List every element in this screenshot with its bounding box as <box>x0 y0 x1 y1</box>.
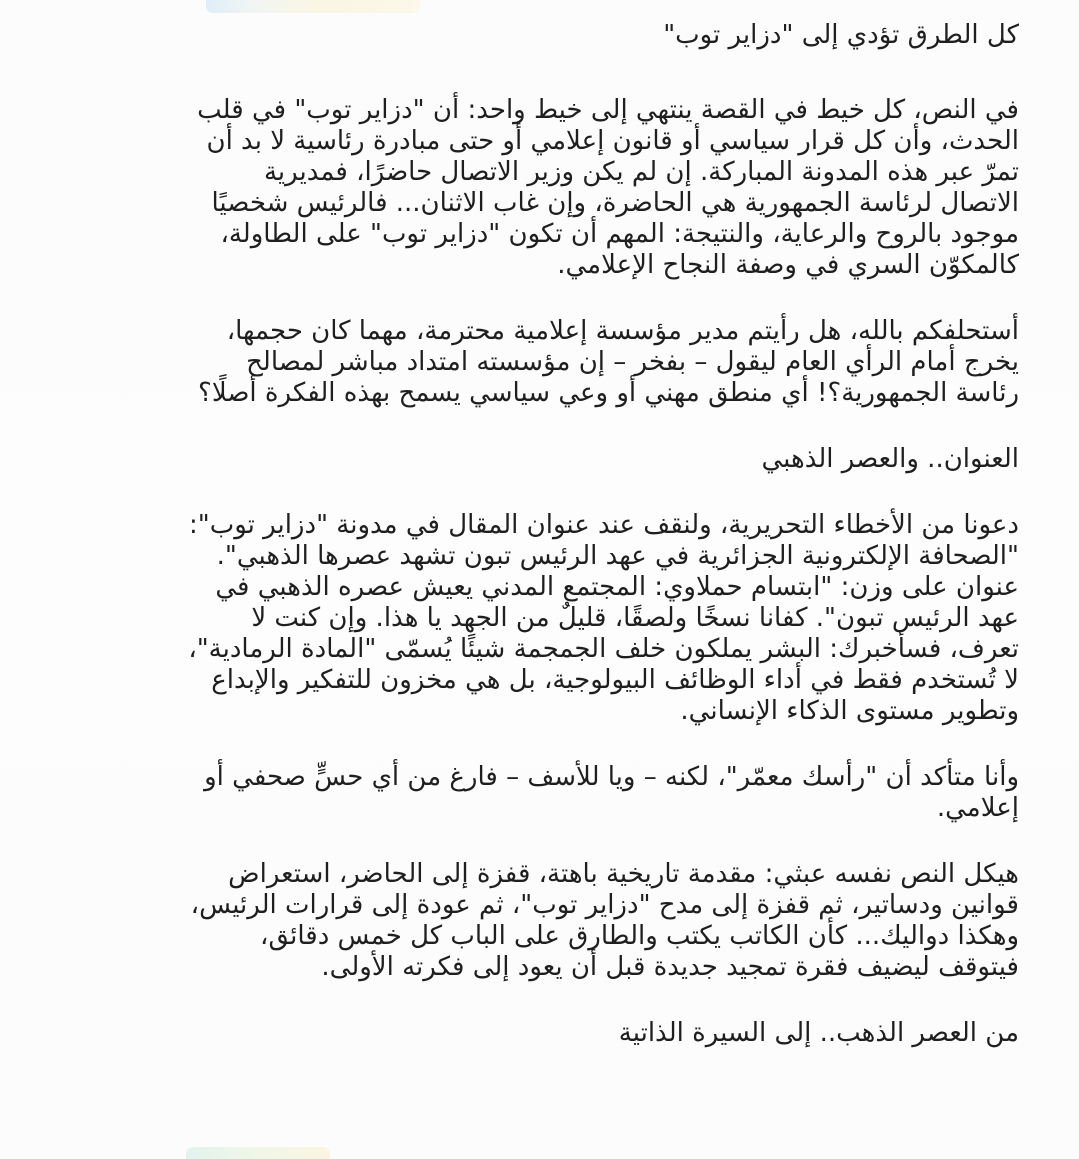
paragraph-copy-paste-critique: عنوان على وزن: "ابتسام حملاوي: المجتمع المدني يعيش عصره الذهبي في عهد الرئيس تبون". كفانا نسخًا ولصقًا، قليلٌ من الجهد يا هذا. وإن كنت لا تعرف، فسأخبرك: البشر يملكون خلف الجمجمة شيئًا يُسمّى "المادة الرمادية"، لا تُستخدم فقط في أداء الوظائف البيولوجية، بل هي مخزون للتفكير والإبداع وتطوير مستوى الذكاء الإنساني. <box>188 572 1019 726</box>
paragraph-lets-look-at-title: دعونا من الأخطاء التحريرية، ولنقف عند عنوان المقال في مدونة "دزاير توب": <box>189 510 1019 540</box>
paragraph-all-threads: في النص، كل خيط في القصة ينتهي إلى خيط واحد: أن "دزاير توب" في قلب الحدث، وأن كل قرار سياسي أو قانون إعلامي أو حتى مبادرة رئاسية لا بد أن تمرّ عبر هذه المدونة المباركة. إن لم يكن وزير الاتصال حاضرًا، فمديرية الاتصال لرئاسة الجمهورية هي الحاضرة، وإن غاب الاثنان... فالرئيس شخصيًا موجود بالروح والرعاية، والنتيجة: المهم أن تكون "دزاير توب" على الطاولة، كالمكوّن السري في وصفة النجاح الإعلامي. <box>197 95 1019 280</box>
paragraph-empty-head: وأنا متأكد أن "رأسك معمّر"، لكنه – ويا للأسف – فارغ من أي حسٍّ صحفي أو إعلامي. <box>204 762 1019 823</box>
cropped-highlight-bottom <box>186 1147 330 1159</box>
paragraph-quoted-article-title: "الصحافة الإلكترونية الجزائرية في عهد الرئيس تبون تشهد عصرها الذهبي". <box>216 541 1019 571</box>
section-heading-golden-age-to-cv: من العصر الذهب.. إلى السيرة الذاتية <box>618 1018 1019 1048</box>
paragraph-absurd-structure: هيكل النص نفسه عبثي: مقدمة تاريخية باهتة، قفزة إلى الحاضر، استعراض قوانين ودساتير، ثم قفزة إلى مدح "دزاير توب"، ثم عودة إلى قرارات الرئيس، وهكذا دواليك... كأن الكاتب يكتب والطارق على الباب كل خمس دقائق، فيتوقف ليضيف فقرة تمجيد جديدة قبل أن يعود إلى فكرته الأولى. <box>190 859 1019 982</box>
paragraph-rhetorical-question: أستحلفكم بالله، هل رأيتم مدير مؤسسة إعلامية محترمة، مهما كان حجمها، يخرج أمام الرأي العام ليقول – بفخر – إن مؤسسته امتداد مباشر لمصالح رئاسة الجمهورية؟! أي منطق مهني أو وعي سياسي يسمح بهذه الفكرة أصلًا؟ <box>198 316 1019 408</box>
section-heading-all-roads: كل الطرق تؤدي إلى "دزاير توب" <box>663 20 1019 50</box>
section-heading-title-golden-age: العنوان.. والعصر الذهبي <box>761 444 1019 474</box>
